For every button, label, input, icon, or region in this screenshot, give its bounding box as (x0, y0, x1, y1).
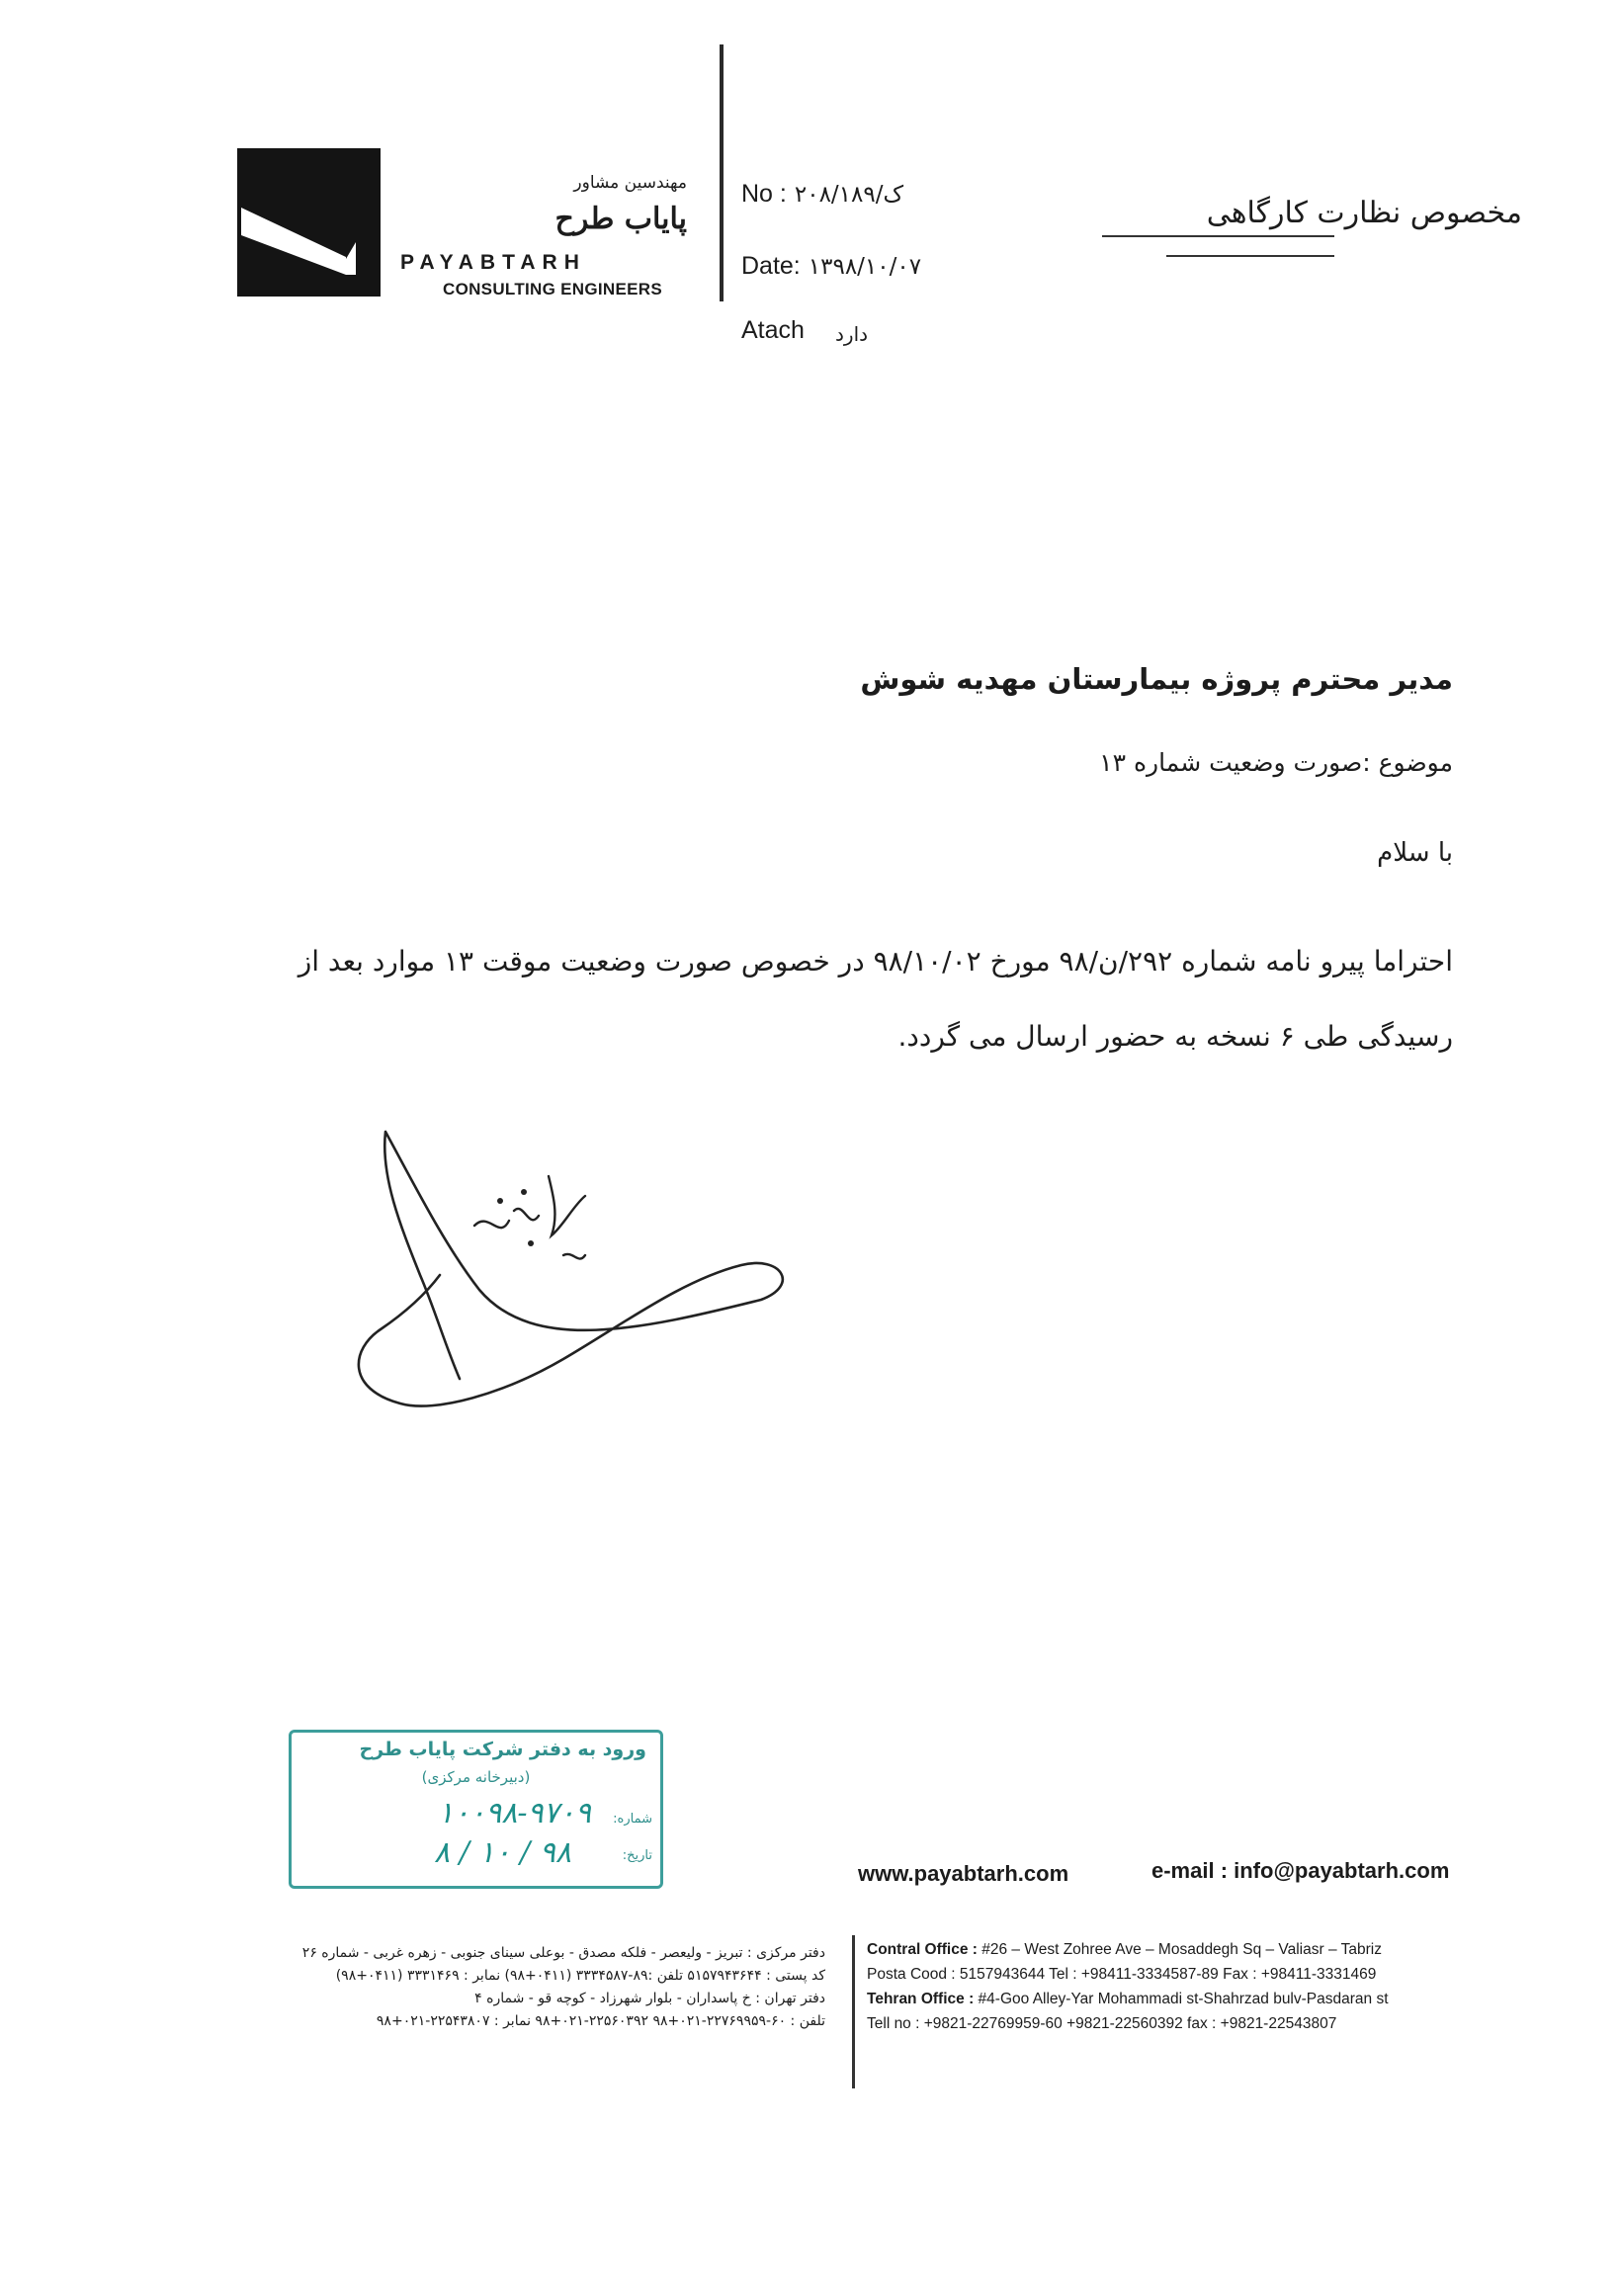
stamp-subtitle: (دبیرخانه مرکزی) (421, 1768, 531, 1786)
received-stamp (289, 1730, 663, 1889)
header-divider (720, 44, 724, 301)
footer-fa-line-1: دفتر مرکزی : تبریز - ولیعصر - فلکه مصدق - بوعلی سینای جنوبی - زهره غربی - شماره ۲۶ (301, 1945, 825, 1961)
subject: موضوع :صورت وضعیت شماره ۱۳ (1099, 748, 1453, 777)
letter-body-line-1: احتراما پیرو نامه شماره ۲۹۲/ن/۹۸ مورخ ۹۸/۱۰/۰۲ در خصوص صورت وضعیت موقت ۱۳ موارد بعد از (298, 945, 1453, 978)
footer-en-line-4: Tell no : +9821-22769959-60 +9821-22560392 fax : +9821-22543807 (867, 2015, 1337, 2032)
tehran-office-label: Tehran Office : (867, 1991, 975, 2007)
stamp-date-value: ۹۸ / ۱۰ / ۸ (434, 1835, 571, 1870)
tehran-office-address: #4-Goo Alley-Yar Mohammadi st-Shahrzad bulv-Pasdaran st (978, 1991, 1389, 2007)
firm-subtitle-en: CONSULTING ENGINEERS (443, 280, 662, 298)
email-link[interactable]: e-mail : info@payabtarh.com (1151, 1858, 1450, 1883)
central-office-label: Contral Office : (867, 1941, 978, 1958)
footer-fa-line-3: دفتر تهران : خ پاسداران - بلوار شهرزاد - کوچه قو - شماره ۴ (474, 1991, 825, 2006)
footer-fa-line-2: کد پستی : ۵۱۵۷۹۴۳۶۴۴ تلفن :۸۹-۳۳۳۴۵۸۷ (۰۴۱۱+۹۸) نمابر : ۳۳۳۱۴۶۹ (۰۴۱۱+۹۸) (335, 1968, 825, 1984)
letter-date-label: Date: (741, 252, 801, 280)
recipient: مدیر محترم پروژه بیمارستان مهدیه شوش (860, 662, 1453, 696)
stamp-number-label: شماره: (613, 1812, 652, 1827)
footer-address-fa (257, 1942, 825, 2033)
confidential-note: مخصوص نظارت کارگاهی (1206, 196, 1522, 230)
letter-body-line-2: رسیدگی طی ۶ نسخه به حضور ارسال می گردد. (897, 1020, 1453, 1053)
logo-mark-icon (237, 148, 381, 297)
handwritten-signature (326, 1117, 801, 1423)
letter-number-label: No : (741, 180, 787, 208)
footer-address-en (867, 1937, 1509, 2036)
stamp-number-value: ۱۰۰۹۸-۹۷۰۹ (437, 1796, 591, 1830)
footer-fa-line-4: تلفن : ۶۰-۲۲۷۶۹۹۵۹-۰۲۱+۹۸ ۲۲۵۶۰۳۹۲-۰۲۱+۹۸ نمابر : ۲۲۵۴۳۸۰۷-۰۲۱+۹۸ (376, 2013, 825, 2029)
company-logo (237, 148, 381, 297)
letter-date (741, 252, 921, 281)
stamp-date-label: تاریخ: (622, 1848, 652, 1863)
firm-name-fa: پایاب طرح (554, 202, 687, 236)
attachment-label: Atach (741, 316, 805, 344)
letter-number (741, 180, 903, 209)
footer-en-line-1 (867, 1937, 1509, 1962)
letter-date-value: ۱۳۹۸/۱۰/۰۷ (808, 254, 922, 280)
confidential-underline-2 (1166, 255, 1334, 257)
footer-en-line-2: Posta Cood : 5157943644 Tel : +98411-3334587-89 Fax : +98411-3331469 (867, 1966, 1377, 1983)
letter-body (188, 924, 1453, 1074)
firm-name-en: PAYABTARH (400, 251, 586, 274)
stamp-title: ورود به دفتر شرکت پایاب طرح (359, 1739, 646, 1760)
footer-en-line-3 (867, 1987, 1509, 2011)
attachment-value: دارد (835, 322, 869, 346)
greeting: با سلام (1377, 838, 1453, 868)
website-link[interactable]: www.payabtarh.com (858, 1861, 1069, 1886)
firm-name-fa-small: مهندسین مشاور (573, 173, 687, 193)
confidential-underline (1102, 235, 1334, 237)
letter-number-value: ۲۰۸/ک/۱۸۹ (794, 182, 904, 208)
footer-divider (852, 1935, 855, 2088)
central-office-address: #26 – West Zohree Ave – Mosaddegh Sq – Valiasr – Tabriz (981, 1941, 1382, 1958)
